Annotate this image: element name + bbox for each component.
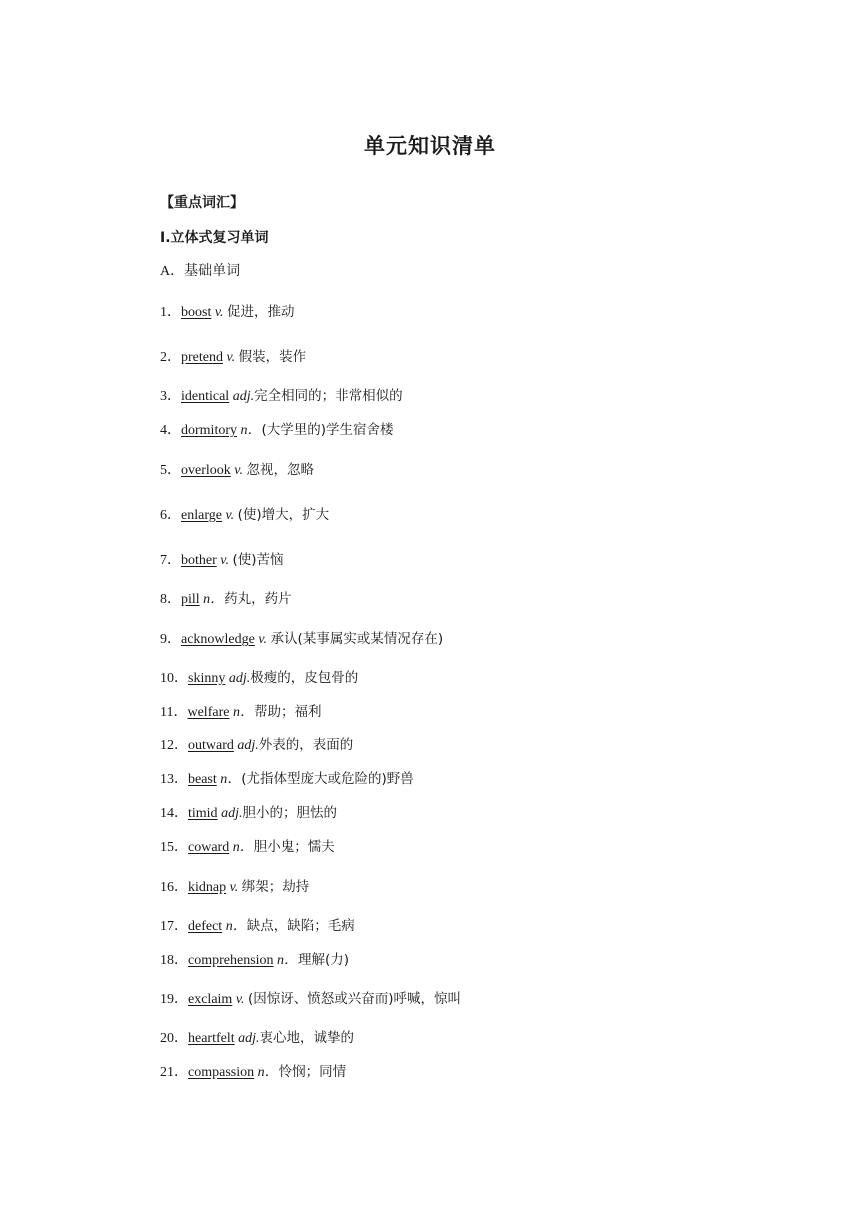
vocab-meaning: 胆小鬼；懦夫 bbox=[253, 839, 335, 855]
vocab-meaning: 假装，装作 bbox=[238, 349, 307, 365]
vocab-number: 9． bbox=[160, 632, 181, 647]
vocab-number: 5． bbox=[160, 463, 181, 478]
vocab-meaning: 缺点，缺陷；毛病 bbox=[246, 918, 355, 934]
vocab-meaning: (使)增大，扩大 bbox=[237, 507, 330, 523]
vocab-word: boost bbox=[181, 305, 212, 320]
vocab-number: 7． bbox=[160, 553, 181, 568]
vocab-meaning: 胆小的；胆怯的 bbox=[242, 805, 337, 821]
vocab-word: outward bbox=[188, 738, 234, 753]
vocab-meaning: (大学里的)学生宿舍楼 bbox=[261, 422, 394, 438]
vocab-number: 15． bbox=[160, 840, 188, 855]
vocab-word: compassion bbox=[188, 1065, 255, 1080]
vocab-number: 17． bbox=[160, 919, 188, 934]
vocab-pos: adj. bbox=[238, 1031, 260, 1046]
vocab-meaning: 药丸，药片 bbox=[224, 591, 292, 607]
vocab-meaning: 绑架；劫持 bbox=[241, 879, 310, 895]
vocab-meaning: (使)苦恼 bbox=[232, 552, 284, 568]
vocab-number: 4． bbox=[160, 423, 181, 438]
vocab-word: welfare bbox=[187, 705, 230, 720]
vocab-item bbox=[160, 735, 353, 756]
vocab-number: 8． bbox=[160, 592, 181, 607]
vocab-number: 12． bbox=[160, 738, 188, 753]
vocab-item bbox=[160, 989, 461, 1010]
section-subheading: Ⅰ.立体式复习单词 bbox=[160, 230, 269, 246]
vocab-pos: v. bbox=[235, 992, 245, 1007]
vocab-meaning: 忽视，忽略 bbox=[246, 462, 314, 478]
vocab-word: skinny bbox=[188, 671, 226, 686]
vocab-pos: v. bbox=[226, 350, 236, 365]
vocab-word: coward bbox=[188, 840, 230, 855]
vocab-item bbox=[160, 1062, 346, 1083]
vocab-word: dormitory bbox=[181, 423, 237, 438]
vocab-pos: n． bbox=[232, 705, 254, 720]
vocab-meaning: 完全相同的；非常相似的 bbox=[254, 388, 403, 404]
vocab-pos: n． bbox=[240, 423, 262, 438]
vocab-pos: n． bbox=[257, 1065, 279, 1080]
vocab-item bbox=[160, 916, 355, 937]
vocab-item bbox=[160, 668, 358, 689]
vocab-number: 18． bbox=[160, 953, 188, 968]
vocab-number: 10． bbox=[160, 671, 188, 686]
vocab-word: enlarge bbox=[181, 508, 222, 523]
vocab-item bbox=[160, 550, 284, 571]
vocab-pos: v. bbox=[220, 553, 229, 568]
vocab-number: 11． bbox=[160, 705, 188, 720]
vocab-pos: adj. bbox=[237, 738, 259, 753]
vocab-meaning: 外表的，表面的 bbox=[258, 737, 354, 753]
vocab-word: exclaim bbox=[188, 992, 233, 1007]
vocab-word: kidnap bbox=[188, 880, 227, 895]
vocab-meaning: (因惊讶、愤怒或兴奋而)呼喊，惊叫 bbox=[248, 991, 462, 1007]
vocab-item bbox=[160, 347, 306, 368]
vocab-item bbox=[160, 302, 295, 323]
vocab-meaning: 衷心地，诚挚的 bbox=[259, 1030, 355, 1046]
vocab-pos: n． bbox=[277, 953, 299, 968]
vocab-pos: adj. bbox=[232, 389, 255, 404]
vocab-word: overlook bbox=[181, 463, 231, 478]
vocab-item bbox=[160, 877, 309, 898]
vocab-item bbox=[160, 769, 414, 790]
vocab-number: 14． bbox=[160, 806, 188, 821]
vocab-pos: n． bbox=[220, 772, 242, 787]
vocab-pos: v. bbox=[229, 880, 239, 895]
vocab-pos: v. bbox=[214, 305, 224, 320]
vocab-number: 1． bbox=[160, 305, 181, 320]
vocab-item bbox=[160, 1028, 354, 1049]
vocab-number: 16． bbox=[160, 880, 188, 895]
category-label: A．基础单词 bbox=[160, 264, 241, 279]
vocab-word: bother bbox=[181, 553, 217, 568]
vocab-item bbox=[160, 702, 321, 723]
vocab-meaning: 承认(某事属实或某情况存在) bbox=[270, 631, 444, 647]
vocab-item bbox=[160, 460, 314, 481]
vocab-meaning: 极瘦的，皮包骨的 bbox=[250, 670, 359, 686]
vocab-item bbox=[160, 629, 443, 650]
section-heading: 【重点词汇】 bbox=[160, 195, 244, 211]
vocab-word: comprehension bbox=[188, 953, 274, 968]
vocab-number: 2． bbox=[160, 350, 181, 365]
vocab-word: defect bbox=[188, 919, 223, 934]
vocab-number: 21． bbox=[160, 1065, 188, 1080]
vocab-word: timid bbox=[188, 806, 218, 821]
vocab-meaning: (尤指体型庞大或危险的)野兽 bbox=[241, 771, 414, 787]
vocab-number: 19． bbox=[160, 992, 188, 1007]
vocab-word: pretend bbox=[181, 350, 223, 365]
vocab-pos: n． bbox=[225, 919, 247, 934]
vocab-item bbox=[160, 837, 335, 858]
vocab-item bbox=[160, 420, 394, 441]
vocab-meaning: 怜悯；同情 bbox=[278, 1064, 347, 1080]
vocab-pos: v. bbox=[225, 508, 235, 523]
vocab-pos: adj. bbox=[221, 806, 243, 821]
vocab-word: identical bbox=[181, 389, 230, 404]
vocab-number: 6． bbox=[160, 508, 181, 523]
vocab-word: pill bbox=[181, 592, 200, 607]
vocab-item bbox=[160, 950, 349, 971]
vocab-meaning: 促进，推动 bbox=[227, 304, 295, 320]
vocab-pos: v. bbox=[234, 463, 243, 478]
vocab-word: beast bbox=[188, 772, 217, 787]
vocab-pos: n． bbox=[203, 592, 225, 607]
vocab-item bbox=[160, 505, 329, 526]
vocab-number: 13． bbox=[160, 772, 188, 787]
vocab-meaning: 理解(力) bbox=[298, 952, 350, 968]
page-title: 单元知识清单 bbox=[364, 134, 496, 158]
vocab-pos: v. bbox=[258, 632, 268, 647]
vocab-word: acknowledge bbox=[181, 632, 255, 647]
vocab-item bbox=[160, 803, 337, 824]
vocab-item bbox=[160, 386, 403, 407]
vocab-number: 20． bbox=[160, 1031, 188, 1046]
vocab-meaning: 帮助；福利 bbox=[253, 704, 322, 720]
vocab-word: heartfelt bbox=[188, 1031, 235, 1046]
vocab-item bbox=[160, 589, 292, 610]
vocab-number: 3． bbox=[160, 389, 181, 404]
vocab-pos: n． bbox=[232, 840, 254, 855]
vocab-pos: adj. bbox=[228, 671, 251, 686]
